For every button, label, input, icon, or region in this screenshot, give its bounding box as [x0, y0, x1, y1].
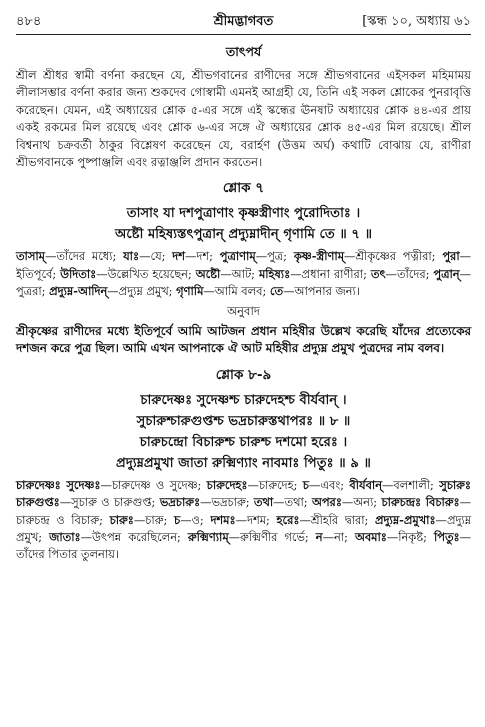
verse-8-9-synonym-meaning: চারুদেহ; — [258, 477, 298, 492]
verse-8-9-synonym-meaning: এবং; — [320, 477, 345, 492]
verse-8-9-synonym-word: প্রদ্যুম্ন-প্রমুখাঃ — [375, 512, 436, 527]
verse-8-9-synonym-word: অপরঃ — [311, 495, 342, 510]
verse-8-9-synonym-meaning: চারুদেষ্ণ ও সুদেষ্ণ; — [111, 477, 202, 492]
verse-8-9-synonym-meaning: রুক্মিণীর গর্ভে; — [240, 530, 309, 545]
verse-7-synonym-meaning: আমি বলব; — [214, 284, 267, 299]
verse-8-9-synonym-word: তথা — [253, 495, 274, 510]
verse-7-synonym-word: যাঃ — [123, 249, 140, 264]
book-title: শ্রীমদ্ভাগবত — [213, 14, 274, 29]
verse-8-9-synonym-word: সুচারুঃ চারুগুপ্তঃ — [16, 477, 471, 510]
verse-7-synonym-meaning: আপনার জন্য। — [294, 284, 360, 299]
verse-7-synonym-word: তৎ — [370, 266, 386, 281]
verse-7-synonym-meaning: দশ; — [196, 249, 213, 264]
page-content — [16, 44, 471, 564]
verse-7-synonym-word: তে — [269, 284, 284, 299]
verse-7-synonym-word: কৃষ্ণ-স্ত্রীণাম্ — [293, 249, 345, 264]
verse-8-9-synonym-word: চ — [173, 512, 181, 527]
verse-8-9-synonym-word: চ — [302, 477, 309, 492]
verse-8-9-synonym-meaning: তথা; — [284, 495, 308, 510]
verse-8-9-synonym-meaning: দশম; — [246, 512, 270, 527]
verse-8-9-synonym-meaning: সুচারু ও চারুগুপ্ত; — [71, 495, 156, 510]
verse-7-synonym-meaning: ইতিপূর্বে; — [16, 266, 57, 281]
verse-7-synonym-meaning: যে; — [150, 249, 166, 264]
verse-7-synonym-meaning: পুত্ররা; — [16, 284, 46, 299]
verse-8-9-synonym-meaning: প্রদ্যুম্ন প্রমুখ; — [16, 512, 472, 545]
verse-7-synonym-word: গৃণামি — [176, 284, 204, 299]
verse-7-synonyms: তাসাম্—তাঁদের মধ্যে; যাঃ—যে; দশ—দশ; পুত্রাণাম্—পুত্র; কৃষ্ণ-স্ত্রীণাম্—শ্রীকৃষ্ণের পত্নীরা; পুরা—ইতিপূর্বে; উদিতাঃ—উল্লেখিত হয়েছেন; অষ্টৌ—আট; মহিষ্যঃ—প্রধানা রাণীরা; তৎ—তাঁদের; পুত্রান্—পুত্ররা; প্রদ্যুম্ন-আদিন্—প্রদ্যুম্ন প্রমুখ; গৃণামি—আমি বলব; তে—আপনার জন্য। — [16, 249, 472, 299]
verse-8-9-synonym-meaning: নিকৃষ্ট; — [398, 530, 427, 545]
verse-7-synonym-meaning: তাঁদের; — [396, 266, 430, 281]
verse-8-9-synonym-meaning: চারুচন্দ্র ও বিচারু; — [16, 512, 103, 527]
verse-8-9-synonym-meaning: অন্য; — [353, 495, 378, 510]
verse-8-9-synonym-word: পিতুঃ — [433, 530, 460, 545]
verse-8-9-synonym-meaning: উৎপন্ন করেছিলেন; — [91, 530, 181, 545]
verse-7-heading: শ্লোক ৭ — [222, 180, 265, 197]
verse-7-synonym-meaning: প্রদ্যুম্ন প্রমুখ; — [118, 284, 173, 299]
section-reference: [স্কন্ধ ১০, অধ্যায় ৬১ — [362, 14, 471, 29]
verse-7-synonym-meaning: প্রধানা রাণীরা; — [301, 266, 367, 281]
verse-8-9-synonym-meaning: না; — [333, 530, 348, 545]
purport-heading: তাৎপর্য — [225, 44, 262, 59]
verse-7-synonym-meaning: তাঁদের মধ্যে; — [56, 249, 117, 264]
verse-7-synonym-word: তাসাম্ — [16, 249, 46, 264]
verse-8-9-synonym-word: রুক্মিণ্যাম্ — [187, 530, 229, 545]
verse-8-9-synonym-meaning: ও; — [191, 512, 204, 527]
verse-7-synonym-word: পুত্রাণাম্ — [219, 249, 256, 264]
verse-7-synonym-word: প্রদ্যুম্ন-আদিন্ — [49, 284, 108, 299]
verse-7-synonym-meaning: আট; — [231, 266, 255, 281]
verse-7-line-1: তাসাং যা দশপুত্রাণাং কৃষ্ণস্ত্রীণাং পুরোদিতাঃ । — [126, 206, 361, 222]
verse-7-synonym-word: অষ্টৌ — [195, 266, 221, 281]
header-rule — [16, 34, 471, 35]
verse-8-9-synonym-meaning: তাঁদের পিতার তুলনায়। — [16, 547, 119, 562]
verse-8-9-synonym-word: চারুদেষ্ণঃ সুদেষ্ণঃ — [16, 477, 101, 492]
verse-8-9-line-3: চারুচন্দ্রো বিচারুশ্চ চারুশ্চ দশমো হরেঃ । — [139, 434, 348, 450]
translation-heading: অনুবাদ — [227, 303, 260, 318]
verse-8-9-synonym-meaning: শ্রীহরি দ্বারা; — [310, 512, 369, 527]
verse-7-translation: শ্রীকৃষ্ণের রাণীদের মধ্যে ইতিপূর্বে আমি আটজন প্রধান মহিষীর উল্লেখ করেছি যাঁদের প্রত্যেকের দশজন করে পুত্র ছিল। আমি এখন আপনাকে ঐ আট মহিষীর প্রদ্যুম্ন প্রমুখ পুত্রদের নাম বলব। — [16, 323, 471, 356]
verse-7-synonym-word: পুরা — [442, 249, 460, 264]
verse-7-synonym-word: উদিতাঃ — [60, 266, 97, 281]
verse-8-9-synonym-word: চারুচন্দ্রঃ বিচারুঃ — [381, 495, 460, 510]
verse-8-9-synonym-meaning: চারু; — [145, 512, 168, 527]
verse-7-synonym-word: পুত্রান্ — [433, 266, 460, 281]
verse-8-9-synonym-word: জাতাঃ — [49, 530, 81, 545]
verse-7-synonym-meaning: উল্লেখিত হয়েছেন; — [107, 266, 192, 281]
page-number: ৪৮৪ — [16, 14, 42, 29]
verse-8-9-synonym-word: অবমাঃ — [354, 530, 387, 545]
purport-text: শ্রীল শ্রীধর স্বামী বর্ণনা করছেন যে, শ্রীভগবানের রাণীদের সঙ্গে শ্রীভগবানের এইসকল মহিমাময় লীলাসম্ভার বর্ণনা করার জন্য শুকদেব গোস্বামী এমনই আগ্রহী যে, তিনি এই সকল শ্লোকের পুনরাবৃত্তি করেছেন। যেমন, এই অধ্যায়ের শ্লোক ৫-এর সঙ্গে এই স্কন্ধের ঊনষাট অধ্যায়ের শ্লোক ৪৪-এর প্রায় একই রকমের মিল রয়েছে এবং শ্লোক ৬-এর সঙ্গে ঐ অধ্যায়ের শ্লোক ৪৫-এর মিল রয়েছে। শ্রীল বিশ্বনাথ চক্রবর্তী ঠাকুর বিশ্লেষণ করেছেন যে, বরার্হণ (উত্তম অর্ঘ) কথাটি বোঝায় যে, রাণীরা শ্রীভগবানকে পুষ্পাঞ্জলি এবং রত্নাঞ্জলি প্রদান করতেন। — [16, 68, 471, 170]
verse-8-9-synonym-word: বীর্যবান্ — [349, 477, 383, 492]
verse-7-synonym-meaning: শ্রীকৃষ্ণের পত্নীরা; — [355, 249, 436, 264]
verse-8-9-synonym-word: চারুঃ — [109, 512, 134, 527]
verse-8-9-synonym-meaning: ভদ্রচারু; — [211, 495, 250, 510]
verse-8-9-line-4: প্রদ্যুম্নপ্রমুখা জাতা রুক্মিণ্যাং নাবমাঃ পিতুঃ ॥ ৯ ॥ — [116, 455, 371, 471]
verse-8-9-synonym-word: ভদ্রচারুঃ — [159, 495, 201, 510]
verse-8-9-synonym-word: হরেঃ — [276, 512, 300, 527]
verse-8-9-line-1: চারুদেষ্ণঃ সুদেষ্ণশ্চ চারুদেহশ্চ বীর্যবান্ । — [140, 392, 347, 408]
verse-8-9-synonym-word: ন — [315, 530, 323, 545]
verse-7-line-2: অষ্টৌ মহিষ্যস্তৎপুত্রান্ প্রদ্যুম্নাদীন্ গৃণামি তে ॥ ৭ ॥ — [114, 227, 373, 243]
verse-8-9-synonym-word: দশমঃ — [210, 512, 236, 527]
page-header — [16, 12, 471, 32]
verse-7-synonym-word: মহিষ্যঃ — [258, 266, 291, 281]
verse-8-9-synonyms: চারুদেষ্ণঃ সুদেষ্ণঃ—চারুদেষ্ণ ও সুদেষ্ণ; চারুদেহঃ—চারুদেহ; চ—এবং; বীর্যবান্—বলশালী; সুচারুঃ চারুগুপ্তঃ—সুচারু ও চারুগুপ্ত; ভদ্রচারুঃ—ভদ্রচারু; তথা—তথা; অপরঃ—অন্য; চারুচন্দ্রঃ বিচারুঃ—চারুচন্দ্র ও বিচারু; চারুঃ—চারু; চ—ও; দশমঃ—দশম; হরেঃ—শ্রীহরি দ্বারা; প্রদ্যুম্ন-প্রমুখাঃ—প্রদ্যুম্ন প্রমুখ; জাতাঃ—উৎপন্ন করেছিলেন; রুক্মিণ্যাম্—রুক্মিণীর গর্ভে; ন—না; অবমাঃ—নিকৃষ্ট; পিতুঃ—তাঁদের পিতার তুলনায়। — [16, 477, 472, 562]
verse-8-9-synonym-meaning: বলশালী; — [393, 477, 434, 492]
verse-8-9-line-2: সুচারুশ্চারুগুপ্তশ্চ ভদ্রচারুস্তথাপরঃ ॥ ৮ ॥ — [136, 413, 351, 429]
verse-7-synonym-word: দশ — [172, 249, 186, 264]
verse-8-9-synonym-word: চারুদেহঃ — [206, 477, 248, 492]
verse-7-synonym-meaning: পুত্র; — [267, 249, 288, 264]
verse-8-9-heading: শ্লোক ৮-৯ — [215, 366, 272, 383]
